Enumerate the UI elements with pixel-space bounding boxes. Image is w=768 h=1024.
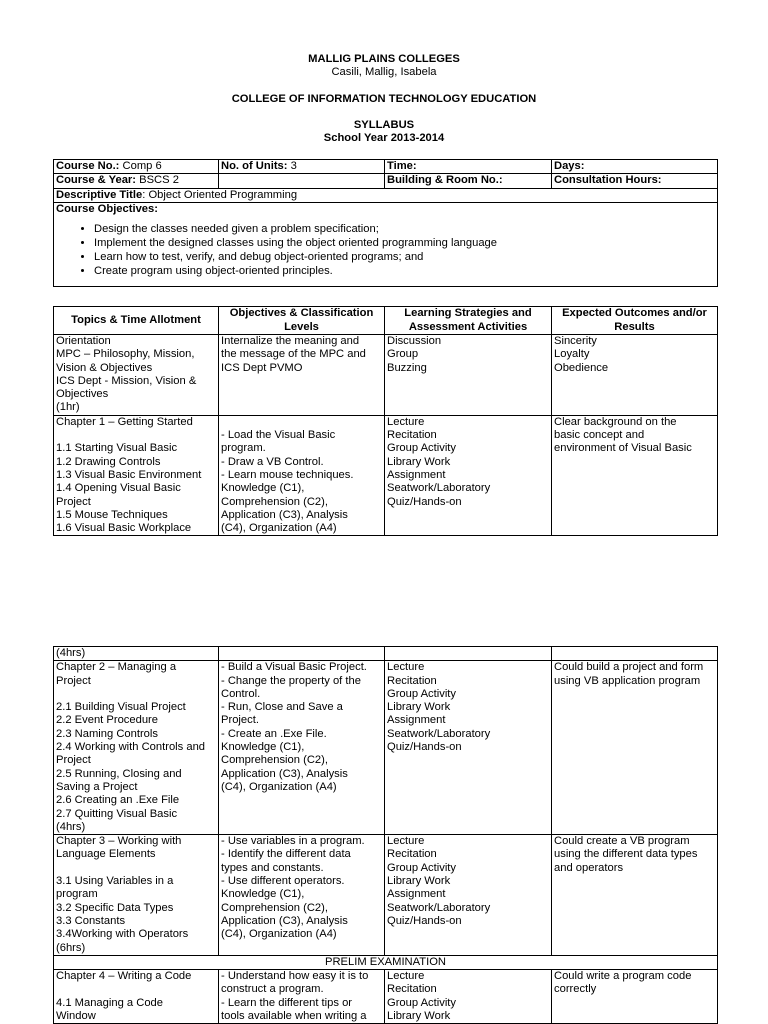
cell-line: Seatwork/Laboratory	[387, 727, 491, 740]
cell-line: Saving a Project	[56, 780, 138, 793]
objective-item: • Design the classes needed given a problem specification;	[94, 222, 715, 236]
topics-cell: (4hrs)	[54, 647, 219, 661]
cell-line: Chapter 3 – Working with	[56, 835, 182, 848]
strategies-cell	[385, 835, 552, 956]
cell-line: 2.6 Creating an .Exe File	[56, 794, 180, 807]
cell-line: Assignment	[387, 714, 446, 727]
school-year: School Year 2013-2014	[323, 132, 445, 144]
cell-line: 2.2 Event Procedure	[56, 714, 158, 727]
cell-line: 2.5 Running, Closing and	[56, 767, 182, 780]
cell-line	[221, 416, 382, 429]
cell-line: Project.	[221, 714, 259, 727]
objectives-cell	[219, 970, 385, 1024]
cell-line: Comprehension (C2),	[221, 754, 328, 767]
cell-line: Knowledge (C1),	[221, 888, 305, 901]
topics-cell	[54, 661, 219, 835]
table-row	[54, 835, 718, 956]
cell-line: Group	[387, 348, 419, 361]
course-no-label: Course No.:	[56, 160, 120, 172]
cell-line: Obedience	[554, 361, 609, 374]
cell-line: - Learn the different tips or	[221, 996, 353, 1009]
objective-item: • Create program using object-oriented principles.	[94, 264, 715, 278]
cell-line: - Draw a VB Control.	[221, 455, 324, 468]
prelim-exam-label: PRELIM EXAMINATION	[54, 955, 718, 969]
cell-line: Orientation	[56, 335, 111, 347]
cell-line: Quiz/Hands-on	[387, 914, 462, 927]
cell-line: 2.7 Quitting Visual Basic	[56, 807, 178, 820]
cell-line: Quiz/Hands-on	[387, 495, 462, 508]
cell-line: Seatwork/Laboratory	[387, 482, 491, 495]
cell-line: Comprehension (C2),	[221, 901, 328, 914]
cell-line: - Understand how easy it is to	[221, 970, 369, 983]
days-label: Days:	[554, 160, 585, 172]
cell-line: ICS Dept PVMO	[221, 361, 303, 374]
cell-line: - Use different operators.	[221, 875, 345, 888]
cell-line	[56, 983, 216, 996]
units-label: No. of Units:	[221, 160, 288, 172]
cell-line: Assignment	[387, 468, 446, 481]
cell-line: Recitation	[387, 983, 437, 996]
cell-line: Internalize the meaning and	[221, 335, 360, 347]
cell-line: Buzzing	[387, 361, 427, 374]
cell-line: Recitation	[387, 674, 437, 687]
header-outcomes: Expected Outcomes and/or Results	[552, 307, 718, 335]
document-title: SYLLABUS	[353, 119, 415, 131]
cell-line: Control.	[221, 687, 261, 700]
cell-line: - Use variables in a program.	[221, 835, 365, 848]
cell-line: - Load the Visual Basic	[221, 429, 336, 442]
descriptive-title-label: Descriptive Title	[56, 188, 143, 201]
cell-line: Lecture	[387, 415, 425, 428]
cell-line: 3.4Working with Operators	[56, 928, 189, 941]
table-row	[54, 335, 718, 416]
exam-row	[54, 955, 718, 969]
cell-line: Lecture	[387, 835, 425, 848]
cell-line: basic concept and	[554, 429, 645, 442]
cell-line: Knowledge (C1),	[221, 741, 305, 754]
cell-line: Could create a VB program	[554, 835, 690, 848]
objectives-cell	[219, 835, 385, 956]
table-row	[54, 661, 718, 835]
college-name: COLLEGE OF INFORMATION TECHNOLOGY EDUCATION	[231, 93, 537, 105]
cell-line	[56, 688, 216, 701]
cell-line	[56, 429, 216, 442]
cell-line: Recitation	[387, 429, 437, 442]
cell-line: - Build a Visual Basic Project.	[221, 661, 367, 674]
cell-line: Vision & Objectives	[56, 361, 153, 374]
cell-line: - Run, Close and Save a	[221, 701, 343, 714]
header-topics: Topics & Time Allotment	[54, 307, 219, 335]
cell-line: Library Work	[387, 701, 451, 714]
syllabus-table-page2	[53, 646, 718, 1024]
cell-line: Library Work	[387, 875, 451, 888]
strategies-cell	[385, 415, 552, 536]
cell-line: using VB application program	[554, 674, 701, 687]
topics-cell	[54, 835, 219, 956]
cell-line: (4hrs)	[56, 820, 86, 833]
cell-line: 3.1 Using Variables in a	[56, 875, 174, 888]
cell-line: Project	[56, 754, 91, 767]
time-label: Time:	[387, 160, 417, 172]
header-objectives: Objectives & Classification Levels	[219, 307, 385, 335]
cell-line: - Change the property of the	[221, 674, 361, 687]
cell-line: program.	[221, 442, 266, 455]
empty-cell	[219, 647, 385, 661]
cell-line: MPC – Philosophy, Mission,	[56, 348, 195, 361]
cell-line: Quiz/Hands-on	[387, 741, 462, 754]
cell-line: the message of the MPC and	[221, 348, 366, 361]
cell-line: Group Activity	[387, 996, 457, 1009]
cell-line: Knowledge (C1),	[221, 482, 305, 495]
cell-line: 3.2 Specific Data Types	[56, 901, 174, 914]
topics-cell	[54, 970, 219, 1024]
objectives-cell	[219, 335, 385, 416]
header-strategies: Learning Strategies and Assessment Activities	[385, 307, 552, 335]
strategies-cell	[385, 335, 552, 416]
course-year-value: BSCS 2	[136, 174, 179, 187]
cell-line	[56, 862, 216, 875]
school-name: MALLIG PLAINS COLLEGES	[308, 53, 460, 65]
objectives-cell	[219, 661, 385, 835]
table-row	[54, 647, 718, 661]
cell-line: Window	[56, 1010, 96, 1023]
cell-line: Clear background on the	[554, 415, 677, 428]
cell-line: Library Work	[387, 455, 451, 468]
outcomes-cell	[552, 835, 718, 956]
descriptive-title-value: : Object Oriented Programming	[142, 188, 298, 201]
cell-line: Group Activity	[387, 687, 457, 700]
objective-item: • Implement the designed classes using the object oriented programming language	[94, 236, 715, 250]
empty-cell	[385, 647, 552, 661]
school-address: Casili, Mallig, Isabela	[331, 66, 437, 78]
cell-line: correctly	[554, 983, 597, 996]
time-cell	[385, 160, 552, 174]
course-objectives-label: Course Objectives:	[56, 202, 158, 215]
cell-line: Chapter 2 – Managing a	[56, 661, 177, 674]
cell-line: 4.1 Managing a Code	[56, 996, 163, 1009]
topics-cell	[54, 335, 219, 416]
cell-line: 2.4 Working with Controls and	[56, 741, 206, 754]
cell-line: program	[56, 888, 98, 901]
course-info-table	[53, 159, 718, 287]
cell-line: Chapter 4 – Writing a Code	[56, 970, 192, 983]
cell-line: (6hrs)	[56, 941, 86, 954]
objectives-list	[56, 222, 715, 278]
course-no-cell	[54, 160, 219, 174]
objectives-cell	[219, 415, 385, 536]
cell-line: Application (C3), Analysis	[221, 508, 348, 521]
units-cell	[219, 160, 385, 174]
empty-cell	[219, 174, 385, 188]
cell-line: 1.2 Drawing Controls	[56, 455, 161, 468]
cell-line: Group Activity	[387, 861, 457, 874]
cell-line: Comprehension (C2),	[221, 495, 328, 508]
cell-line: Assignment	[387, 888, 446, 901]
outcomes-cell	[552, 415, 718, 536]
cell-line: construct a program.	[221, 983, 324, 996]
cell-line: (C4), Organization (A4)	[221, 522, 337, 535]
cell-line: Loyalty	[554, 348, 590, 361]
cell-line: (C4), Organization (A4)	[221, 780, 337, 793]
course-objectives-cell	[54, 202, 718, 286]
strategies-cell	[385, 970, 552, 1024]
cell-line: Could write a program code	[554, 970, 692, 983]
descriptive-title-cell	[54, 188, 718, 202]
cell-line: Library Work	[387, 1010, 451, 1023]
cell-line: Group Activity	[387, 442, 457, 455]
cell-line: (C4), Organization (A4)	[221, 928, 337, 941]
outcomes-cell	[552, 335, 718, 416]
cell-line: - Create an .Exe File.	[221, 727, 327, 740]
table-row	[54, 415, 718, 536]
consultation-label: Consultation Hours:	[554, 174, 662, 187]
room-cell	[385, 174, 552, 188]
objective-item: • Learn how to test, verify, and debug object-oriented programs; and	[94, 250, 715, 264]
cell-line: 2.1 Building Visual Project	[56, 701, 186, 714]
cell-line: 1.5 Mouse Techniques	[56, 508, 168, 521]
cell-line: Application (C3), Analysis	[221, 767, 348, 780]
cell-line: 1.6 Visual Basic Workplace	[56, 522, 192, 535]
cell-line: 3.3 Constants	[56, 914, 126, 927]
course-year-label: Course & Year:	[56, 174, 137, 187]
strategies-cell	[385, 661, 552, 835]
course-year-cell	[54, 174, 219, 188]
room-label: Building & Room No.:	[387, 174, 503, 187]
cell-line: Project	[56, 674, 91, 687]
cell-line: Language Elements	[56, 848, 156, 861]
cell-line: environment of Visual Basic	[554, 442, 692, 455]
empty-cell	[552, 647, 718, 661]
cell-line: Chapter 1 – Getting Started	[56, 415, 193, 428]
cell-line: Could build a project and form	[554, 661, 704, 674]
course-no-value: Comp 6	[119, 160, 162, 172]
syllabus-table-page1	[53, 306, 718, 536]
cell-line: Lecture	[387, 661, 425, 674]
cell-line: 1.3 Visual Basic Environment	[56, 468, 202, 481]
cell-line: 2.3 Naming Controls	[56, 727, 158, 740]
cell-line: 1.1 Starting Visual Basic	[56, 442, 178, 455]
cell-line: Seatwork/Laboratory	[387, 901, 491, 914]
days-cell	[552, 160, 718, 174]
cell-line: Sincerity	[554, 335, 597, 347]
cell-line: - Identify the different data	[221, 848, 351, 861]
outcomes-cell	[552, 970, 718, 1024]
outcomes-cell	[552, 661, 718, 835]
table-row	[54, 970, 718, 1024]
cell-line: Recitation	[387, 848, 437, 861]
cell-line: and operators	[554, 861, 624, 874]
cell-line: (1hr)	[56, 401, 80, 414]
cell-line: - Learn mouse techniques.	[221, 468, 354, 481]
cell-line: Discussion	[387, 335, 442, 347]
topics-cell	[54, 415, 219, 536]
cell-line: ICS Dept - Mission, Vision &	[56, 374, 197, 387]
cell-line: Project	[56, 495, 91, 508]
cell-line: Objectives	[56, 388, 109, 401]
cell-line: types and constants.	[221, 861, 324, 874]
cell-line: using the different data types	[554, 848, 698, 861]
cell-line: tools available when writing a	[221, 1010, 367, 1023]
cell-line: Lecture	[387, 970, 425, 983]
cell-line: 1.4 Opening Visual Basic	[56, 482, 181, 495]
consultation-cell	[552, 174, 718, 188]
cell-line: Application (C3), Analysis	[221, 914, 348, 927]
units-value: 3	[287, 160, 297, 172]
